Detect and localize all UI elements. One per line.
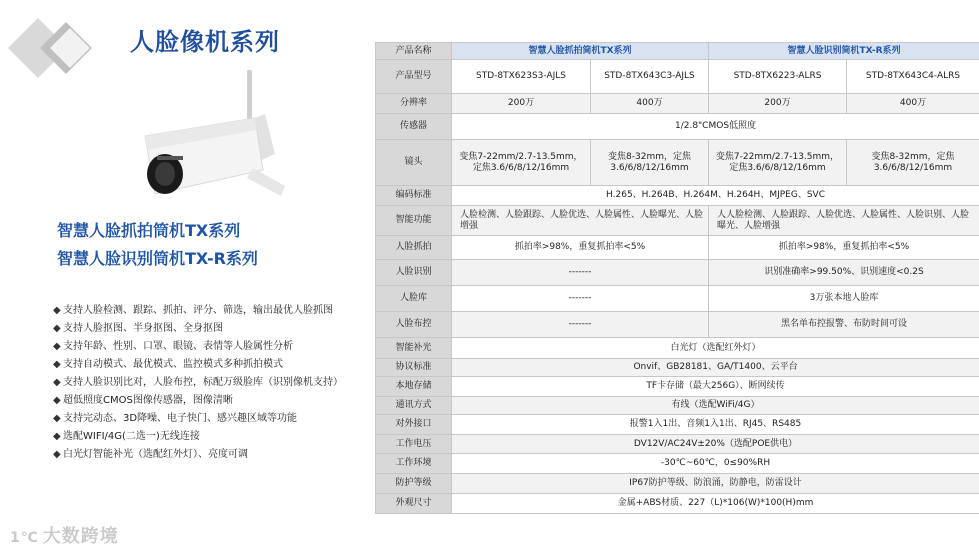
row-label: 人脸抓拍 [376, 236, 452, 260]
product-name-txr: 智慧人脸识别筒机TX-R系列 [709, 43, 979, 60]
table-row [376, 397, 979, 415]
smart-cell-txr: 人人脸检测、人脸跟踪、人脸优选、人脸属性、人脸识别、人脸曝光、人脸增强 [709, 206, 979, 236]
bullet-icon: ◆ [53, 413, 61, 424]
interface-cell: 报警1入1出、音频1入1出、RJ45、RS485 [452, 415, 979, 435]
series-title-capture: 智慧人脸抓拍筒机TX系列 [57, 221, 241, 240]
control-cell-tx: ------- [452, 312, 709, 338]
table-row [376, 236, 979, 260]
fill-light-cell: 白光灯（选配红外灯） [452, 338, 979, 359]
row-label: 工作电压 [376, 435, 452, 454]
lens-cell: 变焦8-32mm，定焦3.6/6/8/12/16mm [591, 140, 709, 186]
model-cell: STD-8TX643C4-ALRS [847, 60, 979, 94]
row-label: 智能功能 [376, 206, 452, 236]
table-row [376, 359, 979, 377]
feature-item: ◆ 支持完动态、3D降噪、电子快门、感兴趣区域等功能 [53, 410, 343, 428]
table-row [376, 454, 979, 474]
feature-item: ◆ 选配WIFI/4G(二选一)无线连接 [53, 428, 343, 446]
product-name-tx: 智慧人脸抓拍筒机TX系列 [452, 43, 709, 60]
bullet-camera-image [135, 70, 295, 210]
row-label: 协议标准 [376, 359, 452, 377]
resolution-cell: 400万 [591, 94, 709, 114]
table-row [376, 114, 979, 140]
table-row [376, 338, 979, 359]
row-label: 防护等级 [376, 474, 452, 494]
table-row [376, 186, 979, 206]
table-row [376, 474, 979, 494]
row-label: 人脸识别 [376, 260, 452, 286]
spec-table [375, 42, 979, 514]
library-cell-tx: ------- [452, 286, 709, 312]
bullet-icon: ◆ [53, 305, 61, 316]
table-row [376, 415, 979, 435]
feature-item: ◆ 支持自动模式、最优模式、监控模式多种抓拍模式 [53, 356, 343, 374]
brand-mark-icon: 1℃ [10, 530, 39, 546]
feature-item: ◆ 支持人脸识别比对，人脸布控，标配万级脸库（识别像机支持） [53, 374, 343, 392]
codec-cell: H.265、H.264B、H.264M、H.264H、MJPEG、SVC [452, 186, 979, 206]
protection-cell: IP67防护等级、防浪涌，防静电，防雷设计 [452, 474, 979, 494]
table-row [376, 377, 979, 397]
row-label: 智能补光 [376, 338, 452, 359]
dimensions-cell: 金属+ABS材质、227（L)*106(W)*100(H)mm [452, 494, 979, 514]
lens-cell: 变焦7-22mm/2.7-13.5mm，定焦3.6/6/8/12/16mm [452, 140, 591, 186]
model-cell: STD-8TX643C3-AJLS [591, 60, 709, 94]
table-row [376, 43, 979, 60]
row-label: 传感器 [376, 114, 452, 140]
environment-cell: -30℃~60℃，0≤90%RH [452, 454, 979, 474]
table-row [376, 94, 979, 114]
feature-item: ◆ 支持年龄、性别、口罩、眼镜、表情等人脸属性分析 [53, 338, 343, 356]
table-row [376, 206, 979, 236]
row-label: 通讯方式 [376, 397, 452, 415]
table-row [376, 60, 979, 94]
feature-item: ◆ 支持人脸检测、跟踪、抓拍、评分、筛选，输出最优人脸抓图 [53, 302, 343, 320]
model-cell: STD-8TX623S3-AJLS [452, 60, 591, 94]
feature-item: ◆ 支持人脸抠图、半身抠图、全身抠图 [53, 320, 343, 338]
row-label: 工作环境 [376, 454, 452, 474]
row-label: 产品型号 [376, 60, 452, 94]
bullet-icon: ◆ [53, 431, 61, 442]
row-label: 镜头 [376, 140, 452, 186]
lens-cell: 变焦8-32mm，定焦3.6/6/8/12/16mm [847, 140, 979, 186]
row-label: 编码标准 [376, 186, 452, 206]
recognition-cell-txr: 识别准确率>99.50%、识别速度<0.2S [709, 260, 979, 286]
bullet-icon: ◆ [53, 377, 61, 388]
voltage-cell: DV12V/AC24V±20%（选配POE供电） [452, 435, 979, 454]
row-label: 产品名称 [376, 43, 452, 60]
decorative-diamond-logo [8, 18, 128, 78]
bullet-icon: ◆ [53, 359, 61, 370]
row-label: 分辨率 [376, 94, 452, 114]
bullet-icon: ◆ [53, 395, 61, 406]
page-title: 人脸像机系列 [130, 28, 280, 56]
row-label: 外观尺寸 [376, 494, 452, 514]
bullet-icon: ◆ [53, 449, 61, 460]
table-row [376, 494, 979, 514]
bullet-icon: ◆ [53, 323, 61, 334]
resolution-cell: 200万 [452, 94, 591, 114]
table-row [376, 312, 979, 338]
control-cell-txr: 黑名单布控报警、布防时间可设 [709, 312, 979, 338]
table-row [376, 140, 979, 186]
watermark-brand: 1℃ 大数跨境 [10, 526, 119, 547]
resolution-cell: 200万 [709, 94, 847, 114]
protocol-cell: Onvif、GB28181、GA/T1400、云平台 [452, 359, 979, 377]
table-row [376, 286, 979, 312]
recognition-cell-tx: ------- [452, 260, 709, 286]
resolution-cell: 400万 [847, 94, 979, 114]
row-label: 人脸布控 [376, 312, 452, 338]
table-row [376, 435, 979, 454]
series-title-recognition: 智慧人脸识别筒机TX-R系列 [57, 249, 258, 268]
lens-cell: 变焦7-22mm/2.7-13.5mm，定焦3.6/6/8/12/16mm [709, 140, 847, 186]
feature-item: ◆ 白光灯智能补光（选配红外灯）、亮度可调 [53, 446, 343, 464]
feature-list [53, 302, 343, 464]
table-row [376, 260, 979, 286]
capture-cell-tx: 抓拍率>98%，重复抓拍率<5% [452, 236, 709, 260]
capture-cell-txr: 抓拍率>98%，重复抓拍率<5% [709, 236, 979, 260]
comm-cell: 有线（选配WiFi/4G） [452, 397, 979, 415]
library-cell-txr: 3万张本地人脸库 [709, 286, 979, 312]
row-label: 人脸库 [376, 286, 452, 312]
smart-cell-tx: 人脸检测、人脸跟踪、人脸优选、人脸属性、人脸曝光、人脸增强 [452, 206, 709, 236]
bullet-icon: ◆ [53, 341, 61, 352]
sensor-cell: 1/2.8"CMOS低照度 [452, 114, 979, 140]
feature-item: ◆ 超低照度CMOS图像传感器，图像清晰 [53, 392, 343, 410]
model-cell: STD-8TX6223-ALRS [709, 60, 847, 94]
row-label: 本地存储 [376, 377, 452, 397]
storage-cell: TF卡存储（最大256G）、断网续传 [452, 377, 979, 397]
row-label: 对外接口 [376, 415, 452, 435]
